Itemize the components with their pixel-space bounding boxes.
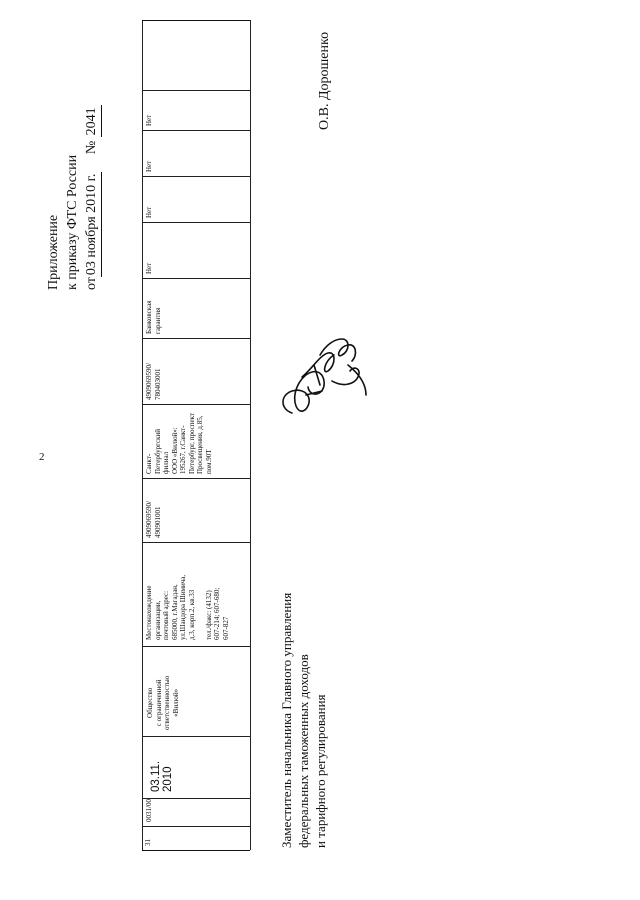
- cell-code: 0031/00: [145, 799, 153, 822]
- cell-no-1: Нет: [145, 262, 153, 274]
- order-date: 03 ноября 2010 г.: [82, 172, 102, 277]
- appendix-order-ref: к приказу ФТС России: [65, 154, 80, 290]
- signatory-title-line3: и тарифного регулирования: [313, 694, 328, 848]
- cell-guarantee: Банковская гарантия: [145, 300, 162, 334]
- cell-no-2: Нет: [145, 206, 153, 218]
- cell-row-number: 31: [144, 839, 152, 846]
- cell-organization: Общество с ограниченной ответственностью «Вилюй»: [146, 675, 180, 730]
- signatory-block: [278, 593, 329, 848]
- appendix-date-line: [82, 105, 102, 290]
- cell-location: Местонахождение организации, почтовый адрес: 685000, г.Магадан, ул.Шандора Шимича, д.3, корп.2, кв.33 тел./факс: (4132) 607-214; 607-680; 607-827: [145, 574, 230, 640]
- cell-branch: Санкт- Петербургский филиал ООО «Вилюй»: 195267, г.Санкт- Петербург, проспект Просвещения, д.85, пом.90Т: [145, 413, 213, 474]
- number-label: №: [84, 140, 99, 155]
- cell-inn-kpp-2: 4909069590/ 780403001: [145, 363, 162, 400]
- cell-no-4: Нет: [145, 114, 153, 126]
- signatory-title-line1: Заместитель начальника Главного управления: [279, 592, 294, 848]
- appendix-title: Приложение: [46, 214, 61, 290]
- registry-table: [142, 20, 250, 850]
- signatory-name: О.В. Дорошенко: [317, 31, 332, 130]
- order-number: 2041: [82, 105, 102, 137]
- cell-no-3: Нет: [145, 160, 153, 172]
- appendix-header: [44, 105, 102, 290]
- signatory-title-line2: федеральных таможенных доходов: [296, 654, 311, 848]
- cell-date: 03.11. 2010: [150, 760, 174, 792]
- handwritten-signature: [262, 325, 377, 430]
- page-number: 2: [39, 451, 45, 463]
- date-prefix: от: [84, 277, 99, 290]
- cell-inn-kpp-1: 4909069590/ 490901001: [145, 501, 162, 538]
